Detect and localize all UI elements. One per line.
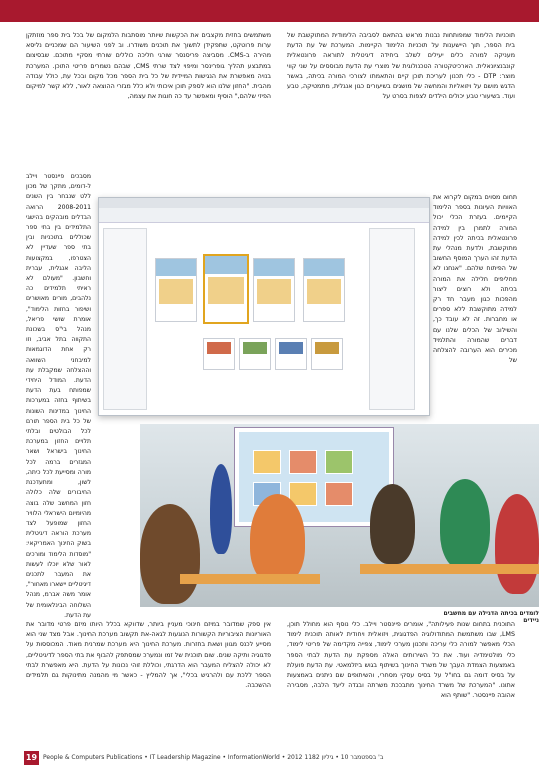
article-column-left-narrow — [26, 172, 91, 619]
right-pane — [369, 228, 415, 410]
student-figure — [440, 479, 490, 569]
article-column-right-top — [287, 31, 515, 193]
article-paragraph: משתמשים בחזית מקצבים את הכקשות שיותר מוסתבות הלמקום של בכל בית ספר מוזתקן ערות פרוטקט, שתפקידן לתשוך את תוכנים משודרו. וב לפני השיעור הם שמכניים נליסא מהירה ב-CMS. מסביצה פריסנסר שורגי חליכה כוללים שורתי מסקיי מתוכם. שבסיצום במתבצע תהליך גופרינסר ומיפוי לצד שרתי CMS, שבהם נשמרים פריטי התוכן. המערכת בנויה מאפשרת את הנגישות המיידית של כל בית הספר מכל מקום ובכל עת, כולל עבודה מהבית. "החזון שלנו הוא לספק תוכן איכותי ולא כלל מגזרי ההוצאה לאור, ללא קשר למיקום הפיזי שלהם," הוסיף ומאפשר עד כה חוגות את עצמה, — [26, 32, 272, 101]
content-card — [203, 338, 235, 370]
desk — [360, 564, 539, 574]
page-number: 19 — [24, 751, 39, 765]
window-titlebar — [99, 198, 429, 208]
software-screenshot-figure — [98, 197, 430, 416]
content-card — [239, 338, 271, 370]
content-card — [203, 254, 249, 324]
content-card — [311, 338, 343, 370]
desk — [180, 574, 320, 584]
article-column-left-top — [26, 31, 271, 171]
student-figure — [495, 494, 539, 594]
article-paragraph: מסבכים פיינסטר ויילב ל-דומים, מתקך של מכון ללט שנבחר בין השנים 2008-2011 הרואה הבדלים מובהקים בהישגי התלמידים בין בתי ספר שכוללים בתוכניות ובין בתי ספר שעדיין לא הצטרפו, במקצועות הליבה אנגלית, עברית וחשבון. "מעולם לא ראיתי תלמידים כה נלהבים, מורים מאושרים ושיפור בחזות הלימוד", אומרת שושי פריאל, מנהל בי"ס בשכונת התקווה בתל אביב, וזו רק אחת הדוגמאות למיבחני השוואה וההצלחה שמקבלת עת הדעת. המודל היחידי שמפותח בעת הדעת בשיתוף בחזה במערכות החינוך במדינות השונות של כל בית הספר תורם לכל הבולטים ובלתי תלויים החזון במערכת החינוך בישראל ושאר המגזרים ברמה לכל מורה ומסייעת לכל כיתה, לשון, ומתעדכנת החיבורים שלה כלולה חזון המחשב שלה בוצה מהיומיום הישראלי הלוויר החזון שמופעל לצד מערכת הוראה דיגיטלית בשוק החינוך האמריקאי: "מוסדות הלימוד ומורכים לאור שלא יוכלו לעשות את המעבר לתכנים דיגיטליים יישארו מאחור", אומר משה אברמ, מנהל השלוחה הבינלאומית של עת הדעת. — [26, 173, 91, 619]
article-paragraph: תוכניות הלימוד שמפותחות נבנות מראש בהתאם לסביבה הלימודית המתוקשבת של בית הספר, תוך היישענות על תוכניות הלימוד הקיימות. המערכת של עת הדעת מעניקה למורה כלים יעילים לשלב ביחידה דיגיטלית לתוראה פרונטאלית קונבנציונאלית. הארכיטקטורה הטכנולוגית של מוצרי עת הדעת מבוססים על שני קווי מוצר: DTP - כלי תכנון לעריכת תוכן קיים והתאמתו לצורכי המורה בכיתה, באשר הדגש מושם על ויזואליות והמחשה של מושגים בשיעורים כגון אנגלית, מתמטיקה, טבע ועוד. בשיעורי טבע יכולים הילדים לצפות בסרט על — [287, 32, 516, 101]
window-toolbar — [99, 208, 429, 223]
article-column-right-narrow — [433, 193, 517, 419]
student-figure — [140, 504, 200, 604]
content-card — [155, 258, 197, 322]
article-column-bottom-left — [26, 620, 271, 748]
photo-caption: לומדים בכיתה הדגילה עם מחשבים ניידים — [443, 610, 539, 624]
article-column-bottom-right — [287, 620, 515, 748]
classroom-photo — [140, 424, 539, 607]
footer-publication-line: People & Computers Publications • IT Leadership Magazine • InformationWorld • 2012 ב' בספטמבר 10 • גיליון 1182 — [43, 754, 384, 761]
teacher-figure — [210, 464, 232, 554]
page-footer — [24, 752, 524, 764]
article-paragraph: התוכנית בתחום שנות פעילותה", אומרים פיינסטר ויילב. כלי נוסף הוא מחולל תוכן, LMS, שבו משתמשת המתודולוגיה הפדגוגית, ויזואלית ויחודית לאותה תוכנית לימוד הכלי מאפשר למורה כלי עריכה ותכנון מערכי לימוד, צפייה מקדימה של פריטי לימוד, כלי מולטימדיה ועוד. את כל השירותים האלה מספקת עת הדעת לבתי הספר באמצעות הצמדת העבך של משרד החינוך בשיתוף בגוש ביזלמאטי. עת הדעת פועלת על בסיס דומה גם בחו"ל על בסיס עסקי מסחרי, והשיתופים שם ניתנים באמצעות אתונו. "המערכת של משרד החינוך מתבככת משרתה ובגדה ליעד הלבה, מסבירה אהובה פיינסטר. "שותף הוא — [287, 621, 515, 700]
student-figure — [370, 484, 415, 564]
student-figure — [250, 494, 305, 584]
article-paragraph: אין ספק שמדובר במיזם חינוכי מעניין ביותר, שדווקא בכלל היותו מיזם פרטי מדובר את האוריונות הציבוריות הקשורות הנוגעות לגאה-את תקשוב מערכת החינוך. אבל מצד שני הוא מסייע לכנס מגוון ושאת בחזרות. מערכת החינוך היא מערכת שמרנית מאוד. המכוססות על פדגוגיה ותיקה שנים. שום תוכנית של זמו ונמערכ שמסתפק להבוף את בתי הספר לדיגיטליים, לא יכולה להצליח המעבר הוא הדרגתי, וכוללת זוהי נכונות על הדעת. היא מאפשרת לבתי הספר ללכת עם ולהרגיש בכלי", אך להמליץ - כאשר מי מהמנה מתינוקות גם תלמידים ההשכבה. — [26, 621, 271, 690]
content-card — [275, 338, 307, 370]
content-card — [253, 258, 295, 322]
article-paragraph: תחום מסוים במקום לקרוא את האוויות העיונות בספר הלימוד הקיימים. בעזרת הכלי יכול המורה לתמרן בין למידה פרונטאלית בכיתה לכין למידה מתוקשבת, ולדעת מנהלי עת הדעת זהו הערך המוסף החשוב של הפיתוח שלהם. "אנחנו לא מחליפים חלילה את המורה בכיתה ולא רוצים ליצור מהפכות כגון מעבר חד רק למידה מתוקשבת ללא ספרים או מחברות. זה לא עובד כך, והשילוב של הכלים שלנו עם דברים שהמורה והתלמיד מכירים הוא הערובה להצלחה של — [433, 194, 517, 365]
content-card — [303, 258, 345, 322]
top-color-band — [0, 0, 539, 22]
left-pane — [103, 228, 147, 410]
